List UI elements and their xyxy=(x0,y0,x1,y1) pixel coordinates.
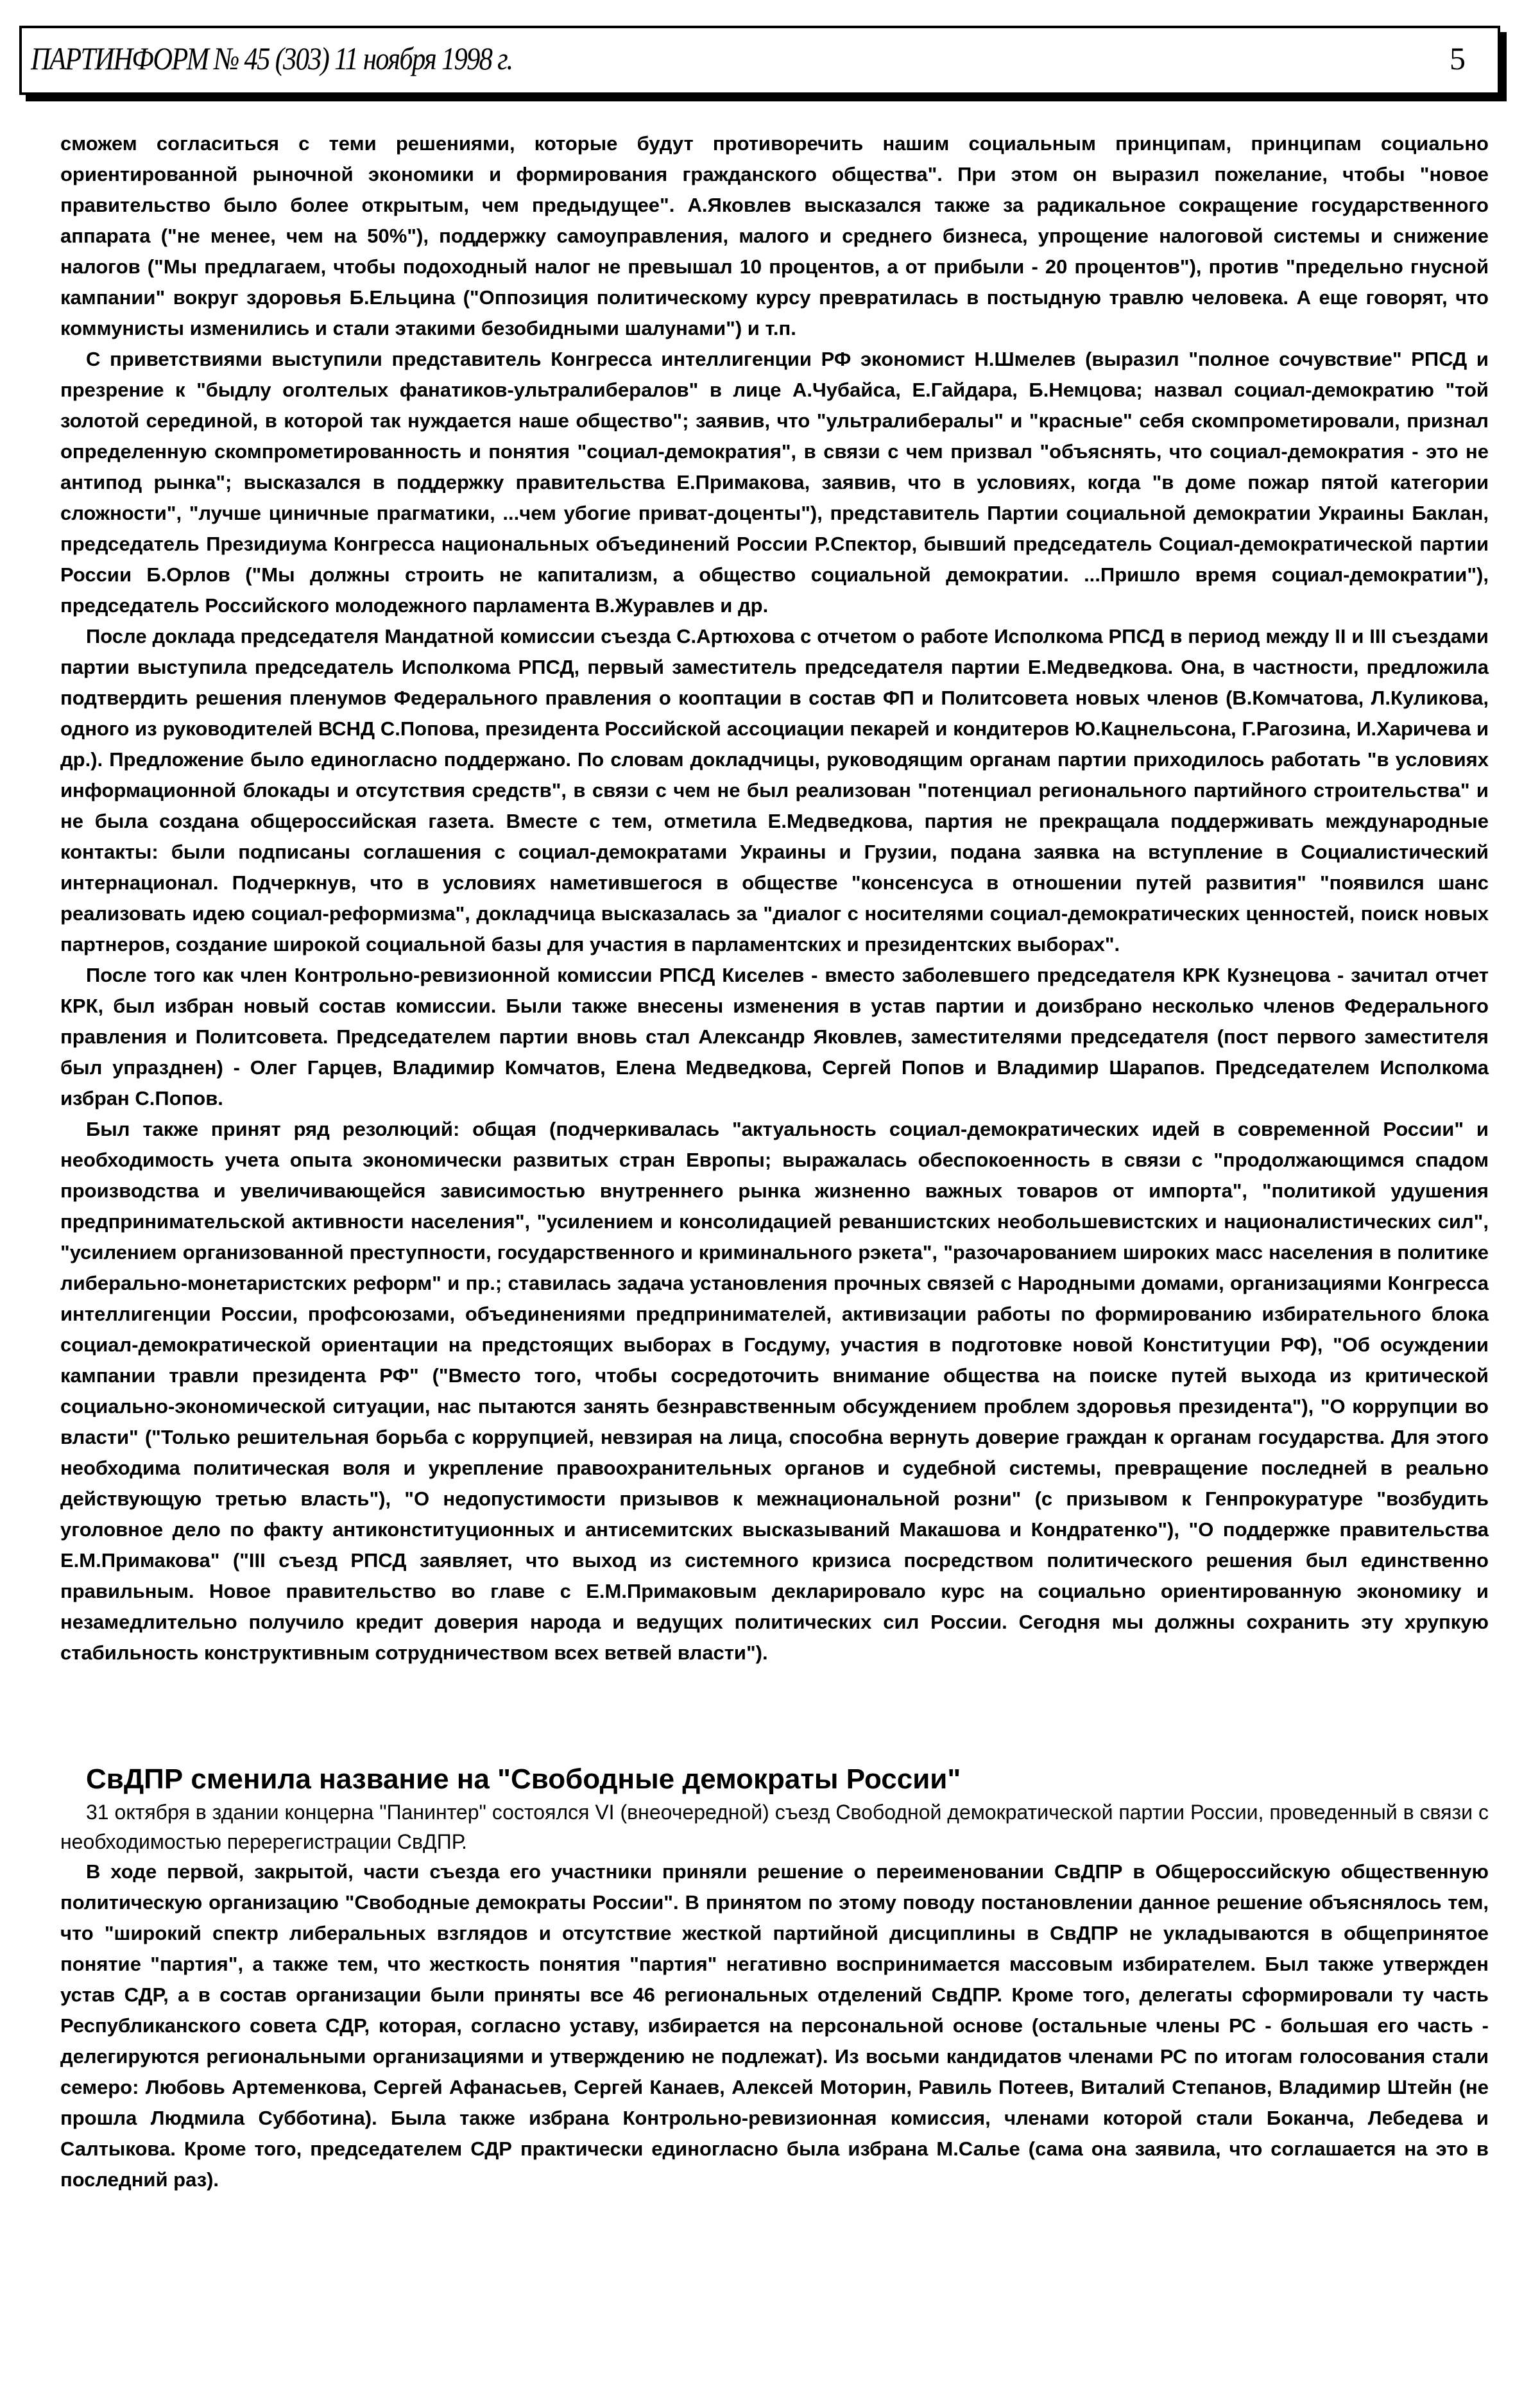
paragraph: С приветствиями выступили представитель Конгресса интеллигенции РФ экономист Н.Шмелев (выразил "полное сочувствие" РПСД и презрение к "быдлу оголтелых фанатиков-ультралибералов" в лице А.Чубайса, Е.Гайдара, Б.Немцова; назвал социал-демократию "той золотой серединой, в которой так нуждается наше общество"; заявив, что "ультралибералы" и "красные" себя скомпрометировали, признал определенную скомпрометированность и понятия "социал-демократия", в связи с чем призвал "объяснять, что социал-демократия - это не антипод рынка"; высказался в поддержку правительства Е.Примакова, заявив, что в условиях, когда "в доме пожар пятой категории сложности", "лучше циничные прагматики, ...чем убогие приват-доценты"), представитель Партии социальной демократии Украины Баклан, председатель Президиума Конгресса национальных объединений России Р.Спектор, бывший председатель Социал-демократической партии России Б.Орлов ("Мы должны строить не капитализм, а общество социальной демократии. ...Пришло время социал-демократии"), председатель Российского молодежного парламента В.Журавлев и др. xyxy=(60,348,1489,617)
publication-title: ПАРТИНФОРМ № 45 (303) 11 ноября 1998 г. xyxy=(31,40,513,76)
article-rpsd-congress xyxy=(60,128,1489,1668)
article-lead: 31 октября в здании концерна "Панинтер" состоялся VI (внеочередной) съезд Свободной демократической партии России, проведенный в связи с необходимостью перерегистрации СвДПР. xyxy=(60,1801,1489,1853)
article-svdpr-renamed xyxy=(60,1761,1489,2195)
paragraph: После доклада председателя Мандатной комиссии съезда С.Артюхова с отчетом о работе Исполкома РПСД в период между II и III съездами партии выступила председатель Исполкома РПСД, первый заместитель председателя партии Е.Медведкова. Она, в частности, предложила подтвердить решения пленумов Федерального правления о кооптации в состав ФП и Политсовета новых членов (В.Комчатова, Л.Куликова, одного из руководителей ВСНД С.Попова, президента Российской ассоциации пекарей и кондитеров Ю.Кацнельсона, Г.Рагозина, И.Харичева и др.). Предложение было единогласно поддержано. По словам докладчицы, руководящим органам партии приходилось работать "в условиях информационной блокады и отсутствия средств", в связи с чем не был реализован "потенциал регионального партийного строительства" и не была создана общероссийская газета. Вместе с тем, отметила Е.Медведкова, партия не прекращала поддерживать международные контакты: были подписаны соглашения с социал-демократами Украины и Грузии, подана заявка на вступление в Социалистический интернационал. Подчеркнув, что в условиях наметившегося в обществе "консенсуса в отношении путей развития" "появился шанс реализовать идею социал-реформизма", докладчица высказалась за "диалог с носителями социал-демократических ценностей, поиск новых партнеров, создание широкой социальной базы для участия в парламентских и президентских выборах". xyxy=(60,625,1489,955)
page-number: 5 xyxy=(1450,40,1466,76)
masthead xyxy=(19,26,1500,95)
paragraph: Был также принят ряд резолюций: общая (подчеркивалась "актуальность социал-демократических идей в современной России" и необходимость учета опыта экономически развитых стран Европы; выражалась обеспокоенность в связи с "продолжающимся спадом производства и увеличивающейся зависимостью внутреннего рынка жизненно важных товаров от импорта", "политикой удушения предпринимательской активности населения", "усилением и консолидацией реваншистских необольшевистских и националистических сил", "усилением организованной преступности, государственного и криминального рэкета", "разочарованием широких масс населения в политике либерально-монетаристских реформ" и пр.; ставилась задача установления прочных связей с Народными домами, организациями Конгресса интеллигенции России, профсоюзами, объединениями предпринимателей, активизации работы по формированию избирательного блока социал-демократической ориентации на предстоящих выборах в Госдуму, участия в подготовке новой Конституции РФ), "Об осуждении кампании травли президента РФ" ("Вместо того, чтобы сосредоточить внимание общества на поиске путей выхода из критической социально-экономической ситуации, нас пытаются занять безнравственным обсуждением проблем здоровья президента"), "О коррупции во власти" ("Только решительная борьба с коррупцией, невзирая на лица, способна вернуть доверие граждан к органам государства. Для этого необходима политическая воля и укрепление правоохранительных органов и судебной системы, превращение последней в реально действующую третью власть"), "О недопустимости призывов к межнациональной розни" (с призывом к Генпрокуратуре "возбудить уголовное дело по факту антиконституционных и антисемитских высказываний Макашова и Кондратенко"), "О поддержке правительства Е.М.Примакова" ("III съезд РПСД заявляет, что выход из системного кризиса посредством политического решения был единственно правильным. Новое правительство во главе с Е.М.Примаковым декларировало курс на социально ориентированную экономику и незамедлительно получило кредит доверия народа и ведущих политических сил России. Сегодня мы должны сохранить эту хрупкую стабильность конструктивным сотрудничеством всех ветвей власти"). xyxy=(60,1118,1489,1664)
paragraph: После того как член Контрольно-ревизионной комиссии РПСД Киселев - вместо заболевшего председателя КРК Кузнецова - зачитал отчет КРК, был избран новый состав комиссии. Были также внесены изменения в устав партии и доизбрано несколько членов Федерального правления и Политсовета. Председателем партии вновь стал Александр Яковлев, заместителями председателя (пост первого заместителя был упразднен) - Олег Гарцев, Владимир Комчатов, Елена Медведкова, Сергей Попов и Владимир Шарапов. Председателем Исполкома избран С.Попов. xyxy=(60,964,1489,1110)
paragraph: сможем согласиться с теми решениями, которые будут противоречить нашим социальным принципам, принципам социально ориентированной рыночной экономики и формирования гражданского общества". При этом он выразил пожелание, чтобы "новое правительство было более открытым, чем предыдущее". А.Яковлев высказался также за радикальное сокращение государственного аппарата ("не менее, чем на 50%"), поддержку самоуправления, малого и среднего бизнеса, упрощение налоговой системы и снижение налогов ("Мы предлагаем, чтобы подоходный налог не превышал 10 процентов, а от прибыли - 20 процентов"), против "предельно гнусной кампании" вокруг здоровья Б.Ельцина ("Оппозиция политическому курсу превратилась в постыдную травлю человека. А еще говорят, что коммунисты изменились и стали этакими безобидными шалунами") и т.п. xyxy=(60,132,1489,339)
paragraph: В ходе первой, закрытой, части съезда его участники приняли решение о переименовании СвДПР в Общероссийскую общественную политическую организацию "Свободные демократы России". В принятом по этому поводу постановлении данное решение объяснялось тем, что "широкий спектр либеральных взглядов и отсутствие жесткой партийной дисциплины в СвДПР не укладываются в общепринятое понятие "партия", а также тем, что жесткость понятия "партия" негативно воспринимается массовым избирателем. Был также утвержден устав СДР, а в состав организации были приняты все 46 региональных отделений СвДПР. Кроме того, делегаты сформировали ту часть Республиканского совета СДР, которая, согласно уставу, избирается на персональной основе (остальные члены РС - большая его часть - делегируются региональными организациями и утверждению не подлежат). Из восьми кандидатов членами РС по итогам голосования стали семеро: Любовь Артеменкова, Сергей Афанасьев, Сергей Канаев, Алексей Моторин, Равиль Потеев, Виталий Степанов, Владимир Штейн (не прошла Людмила Субботина). Была также избрана Контрольно-ревизионная комиссия, членами которой стали Боканча, Лебедева и Салтыкова. Кроме того, председателем СДР практически единогласно была избрана М.Салье (сама она заявила, что соглашается на это в последний раз). xyxy=(60,1860,1489,2191)
article-headline: СвДПР сменила название на "Свободные демократы России" xyxy=(86,1763,961,1795)
